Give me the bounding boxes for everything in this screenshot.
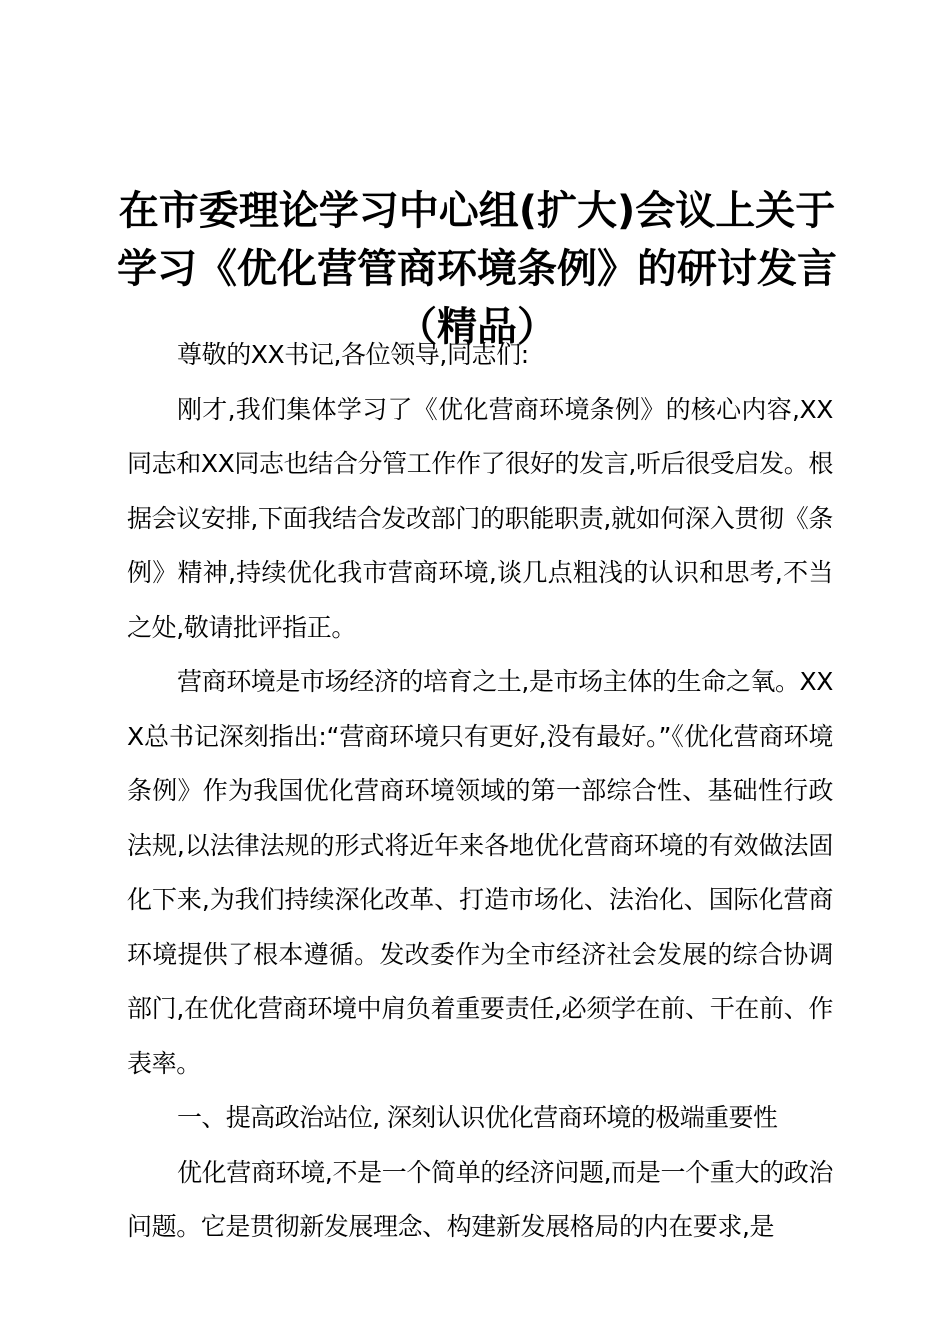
salutation: 尊敬的XX书记,各位领导,同志们: [177, 340, 529, 369]
body-paragraph: 优化营商环境,不是一个简单的经济问题,而是一个重大的政治问题。它是贯彻新发展理念、构建新发展格局的内在要求,是 [127, 1157, 833, 1241]
document-body [127, 328, 833, 1255]
document-title: 在市委理论学习中心组(扩大)会议上关于学习《优化营管商环境条例》的研讨发言（精品） [117, 188, 837, 350]
body-paragraph: 营商环境是市场经济的培育之土,是市场主体的生命之氧。XXX总书记深刻指出:“营商环境只有更好,没有最好。”《优化营商环境条例》作为我国优化营商环境领域的第一部综合性、基础性行政法规,以法律法规的形式将近年来各地优化营商环境的有效做法固化下来,为我们持续深化改革、打造市场化、法治化、国际化营商环境提供了根本遵循。发改委作为全市经济社会发展的综合协调部门,在优化营商环境中肩负着重要责任,必须学在前、干在前、作表率。 [127, 667, 834, 1078]
body-paragraph: 刚才,我们集体学习了《优化营商环境条例》的核心内容,XX同志和XX同志也结合分管工作作了很好的发言,听后很受启发。根据会议安排,下面我结合发改部门的职能职责,就如何深入贯彻《条例》精神,持续优化我市营商环境,谈几点粗浅的认识和思考,不当之处,敬请批评指正。 [127, 394, 833, 642]
section-heading: 一、提高政治站位, 深刻认识优化营商环境的极端重要性 [177, 1103, 778, 1132]
